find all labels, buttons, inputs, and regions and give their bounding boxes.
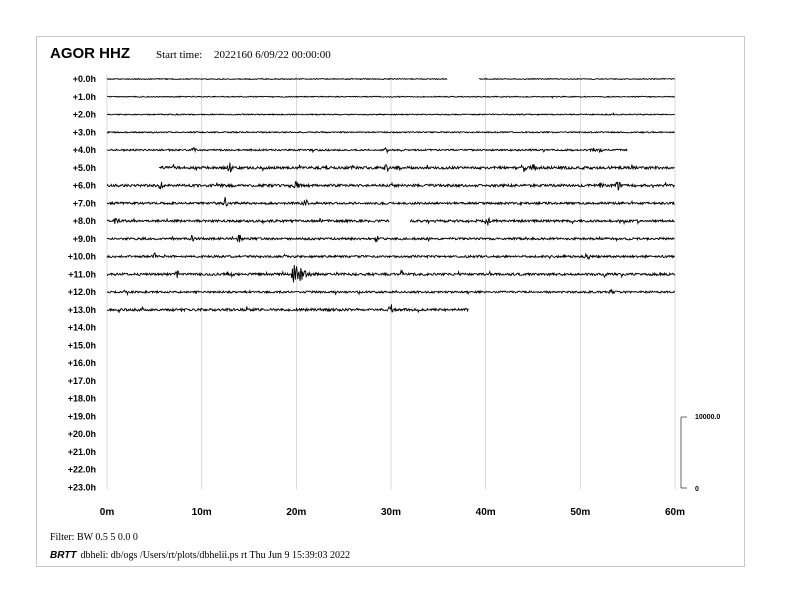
- station-title: AGOR HHZ: [50, 45, 130, 62]
- hour-label: +14.0h: [67, 322, 96, 333]
- trace-+4.0h-seg0: [107, 148, 627, 153]
- hour-label: +3.0h: [72, 127, 96, 138]
- org-name: BRTT: [50, 550, 77, 561]
- trace-+0.0h-seg1: [479, 79, 675, 80]
- x-tick-label: 10m: [191, 507, 212, 518]
- trace-+5.0h-seg0: [159, 163, 674, 173]
- hour-labels: [68, 74, 96, 492]
- hour-label: +10.0h: [67, 251, 96, 262]
- grid: [107, 74, 675, 489]
- x-tick-label: 30m: [380, 507, 402, 518]
- filter-info: Filter: BW 0.5 5 0.0 0: [50, 532, 138, 543]
- footer-line: [50, 545, 350, 563]
- scale-bar-bottom-label: 0: [695, 486, 699, 493]
- minute-labels: [100, 507, 685, 518]
- hour-label: +7.0h: [72, 198, 96, 209]
- x-tick-label: 40m: [475, 507, 496, 518]
- x-tick-label: 50m: [570, 507, 591, 518]
- hour-label: +13.0h: [67, 304, 96, 315]
- start-time-value: 2022160 6/09/22 00:00:00: [214, 49, 331, 61]
- hour-label: +22.0h: [67, 464, 96, 475]
- hour-label: +9.0h: [72, 233, 96, 244]
- x-tick-label: 0m: [99, 507, 115, 518]
- hour-label: +4.0h: [72, 145, 96, 155]
- hour-label: +16.0h: [67, 358, 96, 368]
- trace-+8.0h-seg0: [107, 218, 389, 224]
- hour-label: +17.0h: [67, 375, 96, 386]
- start-time-label: Start time:: [156, 49, 203, 61]
- hour-label: +11.0h: [68, 269, 96, 280]
- hour-label: +20.0h: [67, 429, 96, 439]
- hour-label: +21.0h: [67, 446, 96, 457]
- hour-label: +15.0h: [67, 340, 96, 351]
- hour-label: +5.0h: [72, 162, 96, 173]
- trace-+0.0h-seg0: [107, 79, 447, 80]
- x-tick-label: 60m: [664, 507, 686, 518]
- hour-label: +1.0h: [72, 91, 96, 102]
- scale-bar-top-label: 10000.0: [695, 414, 721, 421]
- hour-label: +23.0h: [67, 482, 96, 493]
- hour-label: +18.0h: [67, 393, 96, 404]
- hour-label: +19.0h: [67, 411, 96, 422]
- hour-label: +12.0h: [67, 287, 96, 297]
- x-tick-label: 20m: [286, 507, 307, 518]
- scale-bar: [681, 414, 720, 493]
- hour-label: +0.0h: [72, 74, 96, 84]
- hour-label: +2.0h: [72, 109, 96, 120]
- trace-+8.0h-seg1: [410, 218, 675, 225]
- hour-label: +6.0h: [72, 180, 96, 191]
- trace-+13.0h-seg0: [107, 304, 468, 312]
- footer-info: dbheli: db/ogs /Users/rt/plots/dbhelii.ps rt Thu Jun 9 15:39:03 2022: [80, 550, 351, 561]
- hour-label: +8.0h: [72, 216, 96, 226]
